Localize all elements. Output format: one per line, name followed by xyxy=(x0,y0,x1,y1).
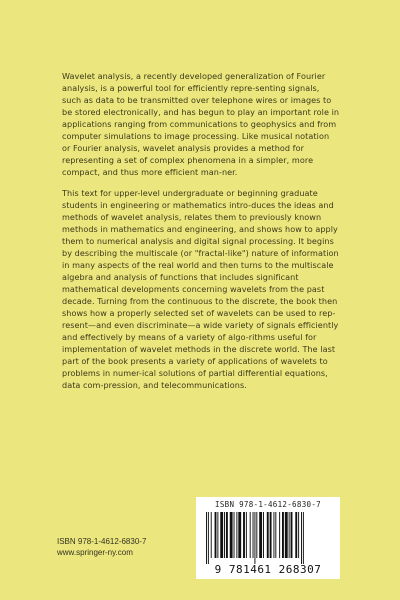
publisher-website: www.springer-ny.com xyxy=(57,548,133,557)
barcode-bar xyxy=(285,512,288,558)
barcode-bar xyxy=(226,512,228,558)
barcode-bar xyxy=(263,512,264,558)
barcode-bar xyxy=(243,512,245,558)
barcode-bar xyxy=(275,512,276,558)
barcode-bar xyxy=(295,512,297,558)
barcode-digits: 9 781461 268307 xyxy=(214,563,322,576)
back-cover-description xyxy=(62,70,340,400)
barcode-bar xyxy=(220,512,223,558)
barcode-isbn-label: ISBN 978-1-4612-6830-7 xyxy=(215,500,321,509)
barcode-bar xyxy=(291,512,293,558)
barcode-bar xyxy=(246,512,247,558)
barcode-bar xyxy=(256,512,257,558)
description-paragraph-2: This text for upper-level undergraduate or beginning graduate students in engineering or mathematics intro-duces the ideas and methods of wavelet analysis, relates them to previously known methods in mathematics and engineering, and shows how to apply them to numerical analysis and digital signal processing. It begins by describing the multiscale (or "fractal-like") nature of information in many aspects of the real world and then turns to the multiscale algebra and analysis of functions that includes significant mathematical developments concerning wavelets from the past decade. Turning from the continuous to the discrete, the book then shows how a properly selected set of wavelets can be used to rep-resent—and even discriminate—a wide variety of signals efficiently and effectively by means of a variety of algo-rithms useful for implementation of wavelet methods in the discrete world. The last part of the book presents a variety of applications of wavelets to problems in numer-ical solutions of partial differential equations, data com-pression, and telecommunications. xyxy=(62,188,339,390)
barcode-image xyxy=(204,512,332,564)
barcode-bar xyxy=(215,512,217,558)
barcode-bar xyxy=(253,512,254,558)
barcode-bar xyxy=(273,512,274,558)
barcode-bar xyxy=(217,512,218,558)
barcode-bar xyxy=(301,512,302,564)
barcode-bar xyxy=(230,512,233,558)
barcode-bar xyxy=(254,512,255,564)
barcode-bar xyxy=(270,512,272,558)
barcode-bar xyxy=(289,512,290,558)
barcode-bar xyxy=(206,512,207,564)
barcode-bar xyxy=(282,512,284,558)
barcode-bar xyxy=(267,512,269,558)
isbn-text: ISBN 978-1-4612-6830-7 xyxy=(57,537,147,546)
description-paragraph-1: Wavelet analysis, a recently developed generalization of Fourier analysis, is a powerful tool for efficiently repre-senting signals, such as data to be transmitted over telephone wires or images to be stored electronically, and has begun to play an important role in applications ranging from communications to geophysics and from computer simulations to image processing. Like musical notation or Fourier analysis, wavelet analysis provides a method for representing a set of complex phenomena in a simpler, more compact, and thus more efficient man-ner. xyxy=(62,71,340,177)
barcode-bar xyxy=(224,512,225,558)
barcode-bar xyxy=(211,512,212,558)
barcode-bar xyxy=(208,512,209,564)
barcode-bar xyxy=(259,512,262,558)
barcode-bar xyxy=(279,512,280,558)
barcode-bar xyxy=(234,512,235,558)
barcode-bar xyxy=(298,512,299,558)
barcode-bar xyxy=(250,512,251,558)
barcode-bar xyxy=(303,512,304,564)
publisher-info xyxy=(57,536,146,558)
barcode-bar xyxy=(238,512,241,558)
barcode-panel xyxy=(196,497,340,579)
barcode-bar xyxy=(236,512,237,558)
